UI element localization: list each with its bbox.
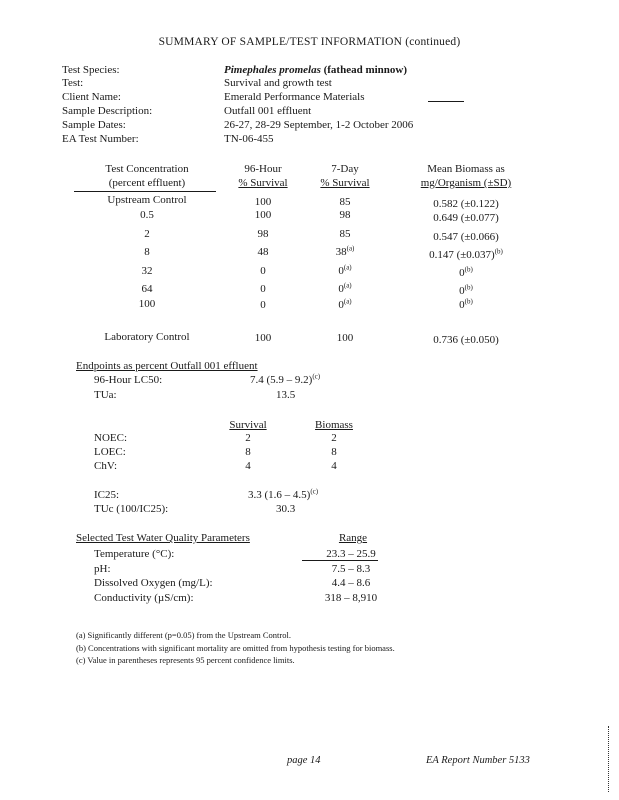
info-value-test: Survival and growth test — [224, 77, 332, 89]
cell-7d-survival: 85 — [339, 196, 351, 208]
wq-label: Temperature (°C): — [94, 548, 175, 560]
info-value-species — [224, 64, 407, 77]
cell-concentration: 8 — [144, 246, 150, 258]
wq-heading: Selected Test Water Quality Parameters — [76, 532, 250, 544]
cell-96h-survival: 98 — [257, 228, 269, 240]
cell-96h-survival: 100 — [254, 196, 272, 208]
footnote-mark: (b) — [464, 283, 473, 292]
cell-biomass: 0.649 (±0.077) — [433, 212, 499, 224]
page-number: page 14 — [287, 755, 321, 766]
info-label-description: Sample Description: — [62, 105, 153, 117]
cell-biomass — [404, 299, 528, 312]
cell-7d-value: 38 — [335, 246, 347, 258]
cell-96h-survival: 0 — [260, 265, 266, 277]
cell-biomass: 0.582 (±0.122) — [433, 198, 499, 210]
cell-7d-survival: 98 — [339, 209, 351, 221]
footnote: (b) Concentrations with significant mortality are omitted from hypothesis testing for biomass. — [76, 643, 395, 653]
endpoint-survival: 4 — [245, 460, 251, 472]
wq-range: 318 – 8,910 — [324, 592, 378, 604]
page-title: SUMMARY OF SAMPLE/TEST INFORMATION (continued) — [158, 36, 461, 48]
header-rule-concentration — [74, 191, 216, 192]
lc50-label: 96-Hour LC50: — [94, 374, 163, 386]
header-biomass-2: mg/Organism (±SD) — [420, 177, 512, 189]
species-name: Pimephales promelas — [224, 64, 321, 76]
header-biomass-1: Mean Biomass as — [427, 163, 505, 175]
footnote-mark: (b) — [494, 247, 503, 256]
cell-biomass: 0.547 (±0.066) — [433, 231, 499, 243]
tuc-label: TUc (100/IC25): — [94, 503, 169, 515]
cell-concentration: 32 — [141, 265, 153, 277]
cell-concentration: Laboratory Control — [104, 331, 190, 343]
ic25-label: IC25: — [94, 489, 120, 501]
footnote-mark: (c) — [310, 487, 319, 496]
footnote-mark: (a) — [343, 297, 352, 306]
wq-range: 4.4 – 8.6 — [331, 577, 371, 589]
footnote-mark: (a) — [343, 281, 352, 290]
cell-biomass-value: 0 — [459, 299, 465, 311]
info-value-description: Outfall 001 effluent — [224, 105, 312, 117]
wq-range: 23.3 – 25.9 — [326, 548, 376, 560]
endpoint-survival: 2 — [245, 432, 251, 444]
header-7d-2: % Survival — [320, 177, 370, 189]
report-number: EA Report Number 5133 — [426, 755, 530, 766]
footnote-mark: (b) — [464, 297, 473, 306]
tua-label: TUa: — [94, 389, 117, 401]
cell-96h-survival: 0 — [260, 283, 266, 295]
wq-label: Conductivity (µS/cm): — [94, 592, 194, 604]
cell-7d-survival: 100 — [336, 332, 354, 344]
info-value-client: Emerald Performance Materials — [224, 91, 365, 103]
info-label-test-number: EA Test Number: — [62, 133, 139, 145]
cell-concentration: 2 — [144, 228, 150, 240]
client-rule — [428, 101, 464, 102]
footnote: (a) Significantly different (p=0.05) from the Upstream Control. — [76, 630, 291, 640]
cell-biomass-value: 0.147 (±0.037) — [429, 249, 495, 261]
cell-7d-survival — [310, 246, 380, 259]
ic25-value — [248, 489, 318, 502]
col-survival: Survival — [229, 419, 267, 431]
info-label-test: Test: — [62, 77, 84, 89]
info-value-test-number: TN-06-455 — [224, 133, 274, 145]
endpoint-biomass: 8 — [331, 446, 337, 458]
footnote: (c) Value in parentheses represents 95 percent confidence limits. — [76, 655, 295, 665]
info-value-dates: 26-27, 28-29 September, 1-2 October 2006 — [224, 119, 414, 131]
header-96h-1: 96-Hour — [244, 163, 282, 175]
header-concentration-1: Test Concentration — [105, 163, 189, 175]
cell-biomass-value: 0 — [459, 285, 465, 297]
cell-concentration: 100 — [138, 298, 156, 310]
cell-7d-value: 0 — [338, 299, 344, 311]
endpoint-label: ChV: — [94, 460, 118, 472]
species-common: (fathead minnow) — [320, 64, 408, 76]
cell-7d-value: 0 — [338, 283, 344, 295]
header-96h-2: % Survival — [238, 177, 288, 189]
cell-concentration: Upstream Control — [107, 194, 187, 206]
info-label-client: Client Name: — [62, 91, 121, 103]
footnote-mark: (c) — [312, 372, 321, 381]
cell-biomass: 0.736 (±0.050) — [433, 334, 499, 346]
footnote-mark: (b) — [464, 265, 473, 274]
cell-concentration: 0.5 — [140, 209, 154, 221]
cell-7d-survival — [310, 265, 380, 278]
cell-96h-survival: 0 — [260, 299, 266, 311]
header-concentration-2: (percent effluent) — [108, 177, 186, 189]
wq-label: pH: — [94, 563, 111, 575]
footnote-mark: (a) — [343, 263, 352, 272]
endpoint-label: LOEC: — [94, 446, 126, 458]
wq-range: 7.5 – 8.3 — [331, 563, 371, 575]
scan-edge-mark — [608, 726, 610, 792]
endpoint-biomass: 4 — [331, 460, 337, 472]
cell-96h-survival: 100 — [254, 332, 272, 344]
wq-range-header: Range — [338, 532, 368, 544]
endpoint-label: NOEC: — [94, 432, 127, 444]
header-7d-1: 7-Day — [331, 163, 359, 175]
cell-7d-survival — [310, 299, 380, 312]
cell-7d-survival: 85 — [339, 228, 351, 240]
tuc-value: 30.3 — [276, 503, 296, 515]
info-label-species: Test Species: — [62, 64, 120, 76]
cell-biomass — [404, 249, 528, 262]
cell-96h-survival: 100 — [254, 209, 272, 221]
endpoint-survival: 8 — [245, 446, 251, 458]
tua-value: 13.5 — [276, 389, 296, 401]
cell-7d-survival — [310, 283, 380, 296]
info-label-dates: Sample Dates: — [62, 119, 126, 131]
cell-7d-value: 0 — [338, 265, 344, 277]
cell-biomass — [404, 267, 528, 280]
col-biomass: Biomass — [315, 419, 353, 431]
cell-96h-survival: 48 — [257, 246, 269, 258]
ic25-number: 3.3 (1.6 – 4.5) — [248, 489, 311, 501]
footnote-mark: (a) — [346, 244, 355, 253]
lc50-number: 7.4 (5.9 – 9.2) — [250, 374, 313, 386]
endpoints-heading: Endpoints as percent Outfall 001 effluent — [76, 360, 258, 372]
wq-label: Dissolved Oxygen (mg/L): — [94, 577, 213, 589]
lc50-value — [250, 374, 320, 387]
endpoint-biomass: 2 — [331, 432, 337, 444]
cell-concentration: 64 — [141, 283, 153, 295]
cell-biomass — [404, 285, 528, 298]
cell-biomass-value: 0 — [459, 267, 465, 279]
